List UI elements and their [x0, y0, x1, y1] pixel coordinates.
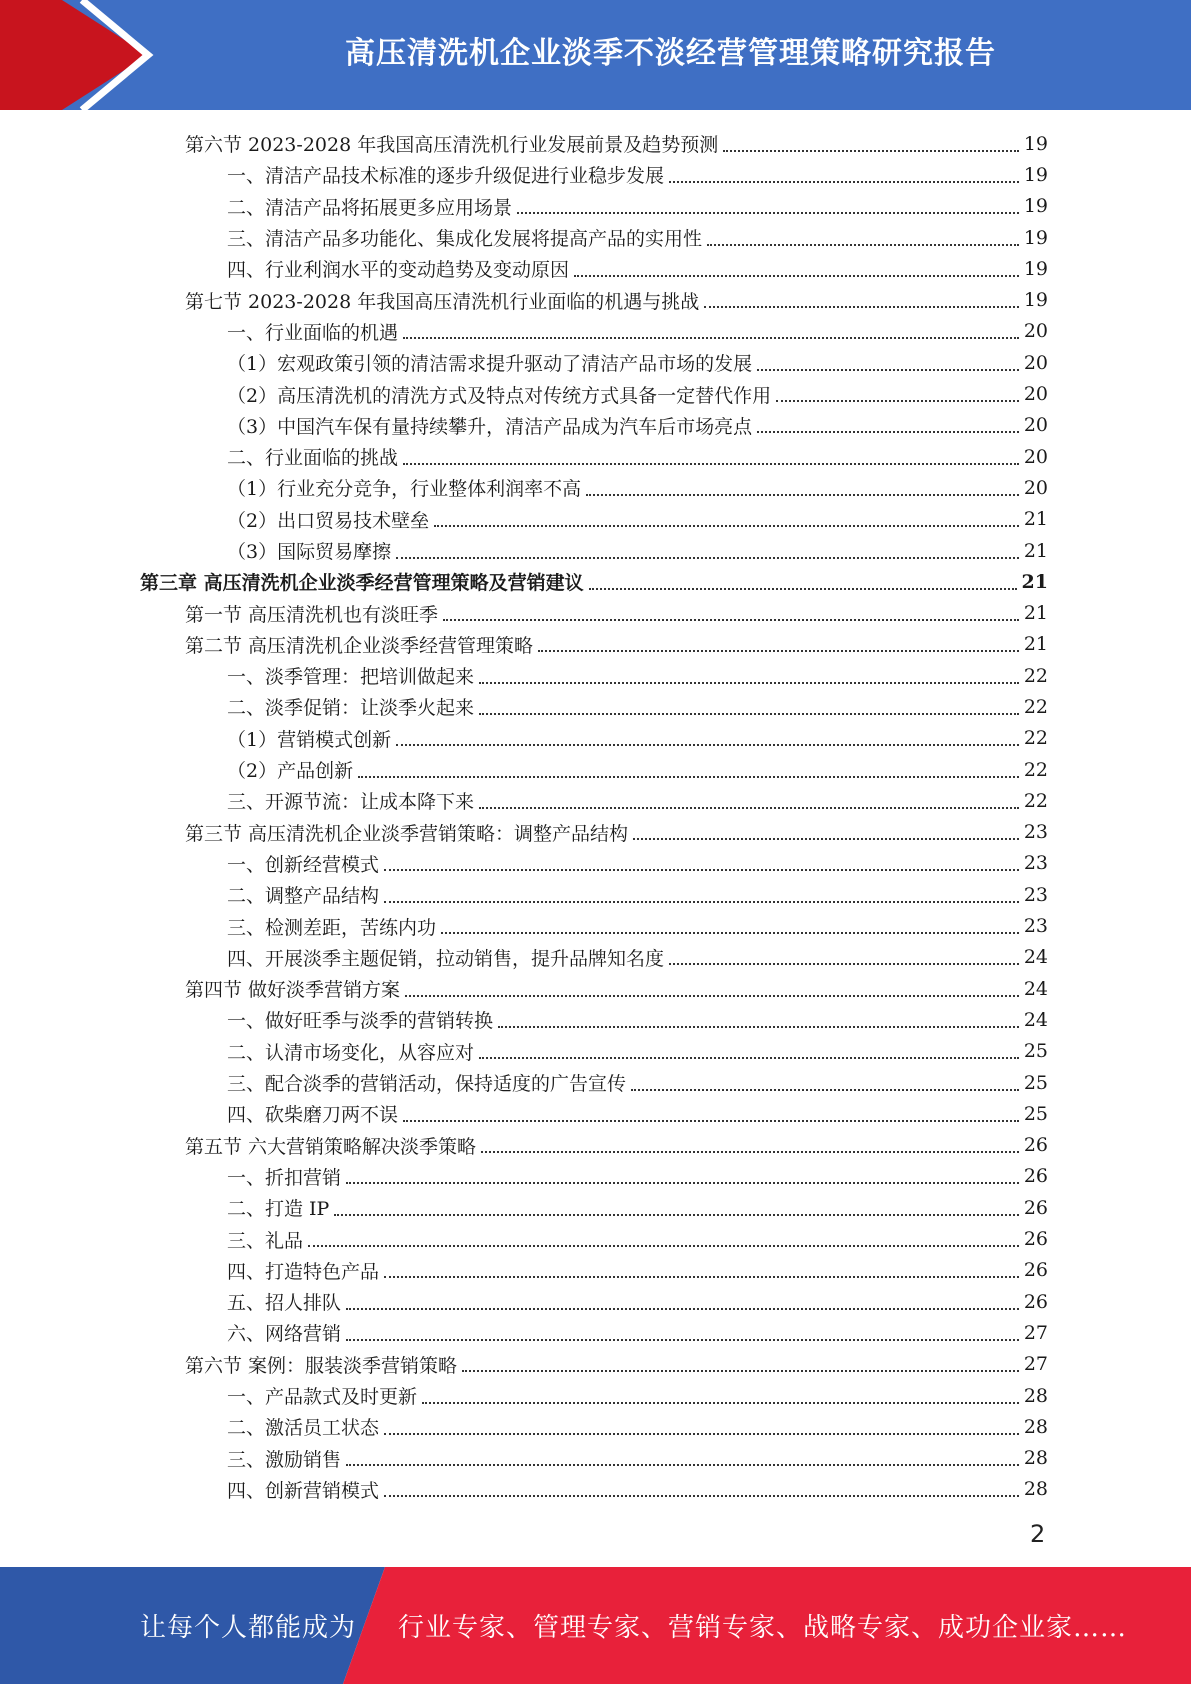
- toc-entry[interactable]: [140, 691, 1048, 722]
- toc-entry[interactable]: [140, 973, 1048, 1004]
- toc-dot-leader: [498, 1026, 1019, 1028]
- toc-dot-leader: [422, 1402, 1019, 1404]
- toc-entry[interactable]: [140, 1067, 1048, 1098]
- toc-entry-page: 27: [1023, 1321, 1048, 1344]
- toc-dot-leader: [384, 869, 1019, 871]
- toc-entry-page: 22: [1023, 789, 1048, 812]
- toc-entry-page: 20: [1023, 320, 1048, 343]
- toc-entry-title: 三、清洁产品多功能化、集成化发展将提高产品的实用性: [227, 224, 704, 251]
- toc-entry[interactable]: [140, 316, 1048, 347]
- toc-entry-page: 26: [1023, 1196, 1048, 1219]
- toc-entry-page: 19: [1023, 289, 1048, 312]
- toc-entry-page: 22: [1023, 727, 1048, 750]
- toc-entry-page: 20: [1023, 445, 1048, 468]
- toc-entry[interactable]: [140, 754, 1048, 785]
- toc-entry[interactable]: [140, 1474, 1048, 1505]
- toc-dot-leader: [704, 306, 1019, 308]
- toc-entry-title: 一、创新经营模式: [227, 850, 381, 877]
- footer-slogan-right: 行业专家、管理专家、营销专家、战略专家、成功企业家……: [398, 1613, 1128, 1643]
- toc-entry-title: 五、招人排队: [227, 1288, 343, 1315]
- toc-dot-leader: [538, 650, 1019, 652]
- toc-entry-title: 二、认清市场变化，从容应对: [227, 1038, 476, 1065]
- toc-entry-title: 二、打造 IP: [227, 1194, 331, 1221]
- toc-entry-page: 23: [1023, 852, 1048, 875]
- toc-entry-page: 22: [1023, 695, 1048, 718]
- toc-entry-page: 19: [1023, 132, 1048, 155]
- toc-entry[interactable]: [140, 1411, 1048, 1442]
- toc-entry[interactable]: [140, 472, 1048, 503]
- toc-dot-leader: [346, 1308, 1019, 1310]
- toc-entry-title: 二、调整产品结构: [227, 881, 381, 908]
- toc-dot-leader: [517, 212, 1019, 214]
- toc-entry-title: （2）高压清洗机的清洗方式及特点对传统方式具备一定替代作用: [227, 381, 773, 408]
- toc-dot-leader: [403, 1120, 1019, 1122]
- footer-slogan-left: 让每个人都能成为: [140, 1613, 357, 1643]
- toc-dot-leader: [396, 744, 1019, 746]
- toc-dot-leader: [574, 275, 1019, 277]
- toc-entry-page: 25: [1023, 1071, 1048, 1094]
- toc-entry-title: 四、打造特色产品: [227, 1257, 381, 1284]
- toc-entry-page: 22: [1023, 664, 1048, 687]
- toc-dot-leader: [669, 963, 1019, 965]
- toc-dot-leader: [403, 337, 1019, 339]
- toc-dot-leader: [479, 807, 1019, 809]
- toc-entry-title: 一、做好旺季与淡季的营销转换: [227, 1006, 495, 1033]
- toc-entry[interactable]: [140, 284, 1048, 315]
- toc-dot-leader: [479, 713, 1019, 715]
- toc-entry-page: 19: [1023, 163, 1048, 186]
- toc-entry-page: 21: [1023, 602, 1048, 625]
- toc-entry-page: 21: [1021, 570, 1048, 593]
- toc-entry-page: 28: [1023, 1447, 1048, 1470]
- toc-entry-title: 第六节 案例：服装淡季营销策略: [185, 1351, 459, 1378]
- report-title: 高压清洗机企业淡季不淡经营管理策略研究报告: [345, 36, 996, 71]
- toc-entry-title: 第二节 高压清洗机企业淡季经营管理策略: [185, 631, 535, 658]
- toc-entry[interactable]: [140, 1380, 1048, 1411]
- toc-entry[interactable]: [140, 1255, 1048, 1286]
- toc-entry-page: 25: [1023, 1040, 1048, 1063]
- toc-dot-leader: [757, 369, 1019, 371]
- page-number: 2: [1030, 1520, 1046, 1548]
- toc-entry-title: 第三节 高压清洗机企业淡季营销策略：调整产品结构: [185, 819, 630, 846]
- toc-entry-title: （1）行业充分竞争，行业整体利润率不高: [227, 474, 583, 501]
- toc-entry-page: 24: [1023, 946, 1048, 969]
- toc-entry-page: 24: [1023, 1008, 1048, 1031]
- toc-entry-page: 20: [1023, 476, 1048, 499]
- toc-entry-title: （3）国际贸易摩擦: [227, 537, 393, 564]
- toc-entry[interactable]: [140, 1192, 1048, 1223]
- toc-entry-title: 第四节 做好淡季营销方案: [185, 975, 402, 1002]
- toc-entry-page: 20: [1023, 383, 1048, 406]
- toc-dot-leader: [631, 1089, 1019, 1091]
- toc-entry[interactable]: [140, 1317, 1048, 1348]
- toc-entry[interactable]: [140, 629, 1048, 660]
- toc-entry-page: 24: [1023, 977, 1048, 1000]
- toc-entry-title: 二、激活员工状态: [227, 1413, 381, 1440]
- toc-entry[interactable]: [140, 942, 1048, 973]
- page-header: [0, 0, 1191, 110]
- toc-entry[interactable]: [140, 1036, 1048, 1067]
- toc-entry-title: （1）宏观政策引领的清洁需求提升驱动了清洁产品市场的发展: [227, 349, 754, 376]
- toc-entry-title: 二、行业面临的挑战: [227, 443, 400, 470]
- toc-dot-leader: [479, 682, 1019, 684]
- toc-entry[interactable]: [140, 1004, 1048, 1035]
- toc-dot-leader: [434, 525, 1019, 527]
- toc-dot-leader: [384, 1495, 1019, 1497]
- toc-entry[interactable]: [140, 253, 1048, 284]
- toc-entry-title: 三、开源节流：让成本降下来: [227, 787, 476, 814]
- toc-entry-title: 三、检测差距，苦练内功: [227, 913, 438, 940]
- toc-dot-leader: [462, 1370, 1019, 1372]
- toc-dot-leader: [334, 1214, 1018, 1216]
- toc-entry[interactable]: [140, 566, 1048, 597]
- toc-entry-page: 26: [1023, 1259, 1048, 1282]
- toc-dot-leader: [346, 1339, 1019, 1341]
- toc-entry-title: 四、开展淡季主题促销，拉动销售，提升品牌知名度: [227, 944, 666, 971]
- toc-dot-leader: [384, 1276, 1019, 1278]
- toc-entry-title: （1）营销模式创新: [227, 725, 393, 752]
- toc-entry[interactable]: [140, 879, 1048, 910]
- toc-entry-title: 一、折扣营销: [227, 1163, 343, 1190]
- table-of-contents: [140, 128, 1048, 1505]
- toc-entry-page: 21: [1023, 539, 1048, 562]
- toc-entry-title: （2）产品创新: [227, 756, 355, 783]
- toc-entry-title: 一、产品款式及时更新: [227, 1382, 419, 1409]
- toc-entry[interactable]: [140, 1286, 1048, 1317]
- toc-entry[interactable]: [140, 1223, 1048, 1254]
- toc-entry-page: 21: [1023, 633, 1048, 656]
- toc-entry[interactable]: [140, 347, 1048, 378]
- toc-entry-title: 第一节 高压清洗机也有淡旺季: [185, 600, 440, 627]
- toc-entry[interactable]: [140, 159, 1048, 190]
- toc-entry[interactable]: [140, 441, 1048, 472]
- toc-entry[interactable]: [140, 660, 1048, 691]
- toc-entry[interactable]: [140, 1442, 1048, 1473]
- toc-entry-title: 三、激励销售: [227, 1445, 343, 1472]
- toc-entry-page: 22: [1023, 758, 1048, 781]
- toc-entry-page: 20: [1023, 414, 1048, 437]
- toc-entry-page: 27: [1023, 1353, 1048, 1376]
- toc-dot-leader: [757, 431, 1019, 433]
- toc-entry-page: 23: [1023, 821, 1048, 844]
- toc-dot-leader: [776, 400, 1019, 402]
- toc-dot-leader: [358, 776, 1019, 778]
- toc-entry[interactable]: [140, 191, 1048, 222]
- toc-entry-title: 四、砍柴磨刀两不误: [227, 1100, 400, 1127]
- toc-dot-leader: [723, 150, 1019, 152]
- toc-entry-title: 六、网络营销: [227, 1319, 343, 1346]
- toc-entry-title: 三、配合淡季的营销活动，保持适度的广告宣传: [227, 1069, 628, 1096]
- toc-dot-leader: [633, 838, 1019, 840]
- toc-entry[interactable]: [140, 1349, 1048, 1380]
- toc-entry-title: 第六节 2023-2028 年我国高压清洗机行业发展前景及趋势预测: [185, 130, 720, 157]
- toc-entry-page: 19: [1023, 226, 1048, 249]
- toc-dot-leader: [384, 901, 1019, 903]
- toc-dot-leader: [589, 588, 1017, 590]
- toc-entry[interactable]: [140, 378, 1048, 409]
- toc-entry-page: 28: [1023, 1384, 1048, 1407]
- toc-entry-title: （2）出口贸易技术壁垒: [227, 506, 431, 533]
- toc-entry-title: 二、淡季促销：让淡季火起来: [227, 693, 476, 720]
- toc-entry[interactable]: [140, 1098, 1048, 1129]
- toc-entry[interactable]: [140, 128, 1048, 159]
- toc-dot-leader: [405, 995, 1019, 997]
- toc-dot-leader: [481, 1151, 1019, 1153]
- toc-entry[interactable]: [140, 597, 1048, 628]
- toc-entry[interactable]: [140, 723, 1048, 754]
- toc-entry[interactable]: [140, 1161, 1048, 1192]
- toc-entry-page: 26: [1023, 1228, 1048, 1251]
- toc-entry-title: 一、清洁产品技术标准的逐步升级促进行业稳步发展: [227, 161, 666, 188]
- toc-entry[interactable]: [140, 410, 1048, 441]
- toc-dot-leader: [308, 1245, 1019, 1247]
- toc-entry-title: 三、礼品: [227, 1226, 305, 1253]
- toc-dot-leader: [707, 244, 1019, 246]
- toc-entry-title: 一、淡季管理：把培训做起来: [227, 662, 476, 689]
- toc-entry-title: 第三章 高压清洗机企业淡季经营管理策略及营销建议: [140, 568, 586, 595]
- toc-entry-title: 四、行业利润水平的变动趋势及变动原因: [227, 255, 571, 282]
- toc-dot-leader: [346, 1464, 1019, 1466]
- toc-dot-leader: [403, 463, 1019, 465]
- toc-entry-page: 25: [1023, 1102, 1048, 1125]
- toc-entry-title: 一、行业面临的机遇: [227, 318, 400, 345]
- toc-dot-leader: [586, 494, 1019, 496]
- toc-entry-title: 四、创新营销模式: [227, 1476, 381, 1503]
- toc-dot-leader: [441, 932, 1019, 934]
- toc-entry-page: 21: [1023, 508, 1048, 531]
- toc-entry-title: 第五节 六大营销策略解决淡季策略: [185, 1132, 478, 1159]
- toc-entry-page: 19: [1023, 257, 1048, 280]
- toc-dot-leader: [346, 1182, 1019, 1184]
- toc-entry-page: 28: [1023, 1415, 1048, 1438]
- toc-dot-leader: [396, 557, 1019, 559]
- toc-entry-page: 20: [1023, 351, 1048, 374]
- toc-entry-title: 二、清洁产品将拓展更多应用场景: [227, 193, 514, 220]
- toc-entry[interactable]: [140, 817, 1048, 848]
- toc-dot-leader: [384, 1433, 1019, 1435]
- toc-entry[interactable]: [140, 910, 1048, 941]
- toc-dot-leader: [479, 1057, 1019, 1059]
- toc-entry[interactable]: [140, 848, 1048, 879]
- toc-entry[interactable]: [140, 785, 1048, 816]
- toc-entry-title: （3）中国汽车保有量持续攀升，清洁产品成为汽车后市场亮点: [227, 412, 754, 439]
- page-footer: [0, 1567, 1191, 1684]
- toc-dot-leader: [669, 181, 1019, 183]
- toc-entry[interactable]: [140, 1130, 1048, 1161]
- toc-entry-page: 26: [1023, 1165, 1048, 1188]
- toc-entry-page: 23: [1023, 883, 1048, 906]
- toc-entry-page: 26: [1023, 1134, 1048, 1157]
- toc-entry[interactable]: [140, 222, 1048, 253]
- toc-entry-page: 19: [1023, 195, 1048, 218]
- toc-dot-leader: [443, 619, 1019, 621]
- toc-entry-page: 28: [1023, 1478, 1048, 1501]
- toc-entry[interactable]: [140, 535, 1048, 566]
- toc-entry-page: 23: [1023, 915, 1048, 938]
- toc-entry-page: 26: [1023, 1290, 1048, 1313]
- toc-entry[interactable]: [140, 504, 1048, 535]
- toc-entry-title: 第七节 2023-2028 年我国高压清洗机行业面临的机遇与挑战: [185, 287, 701, 314]
